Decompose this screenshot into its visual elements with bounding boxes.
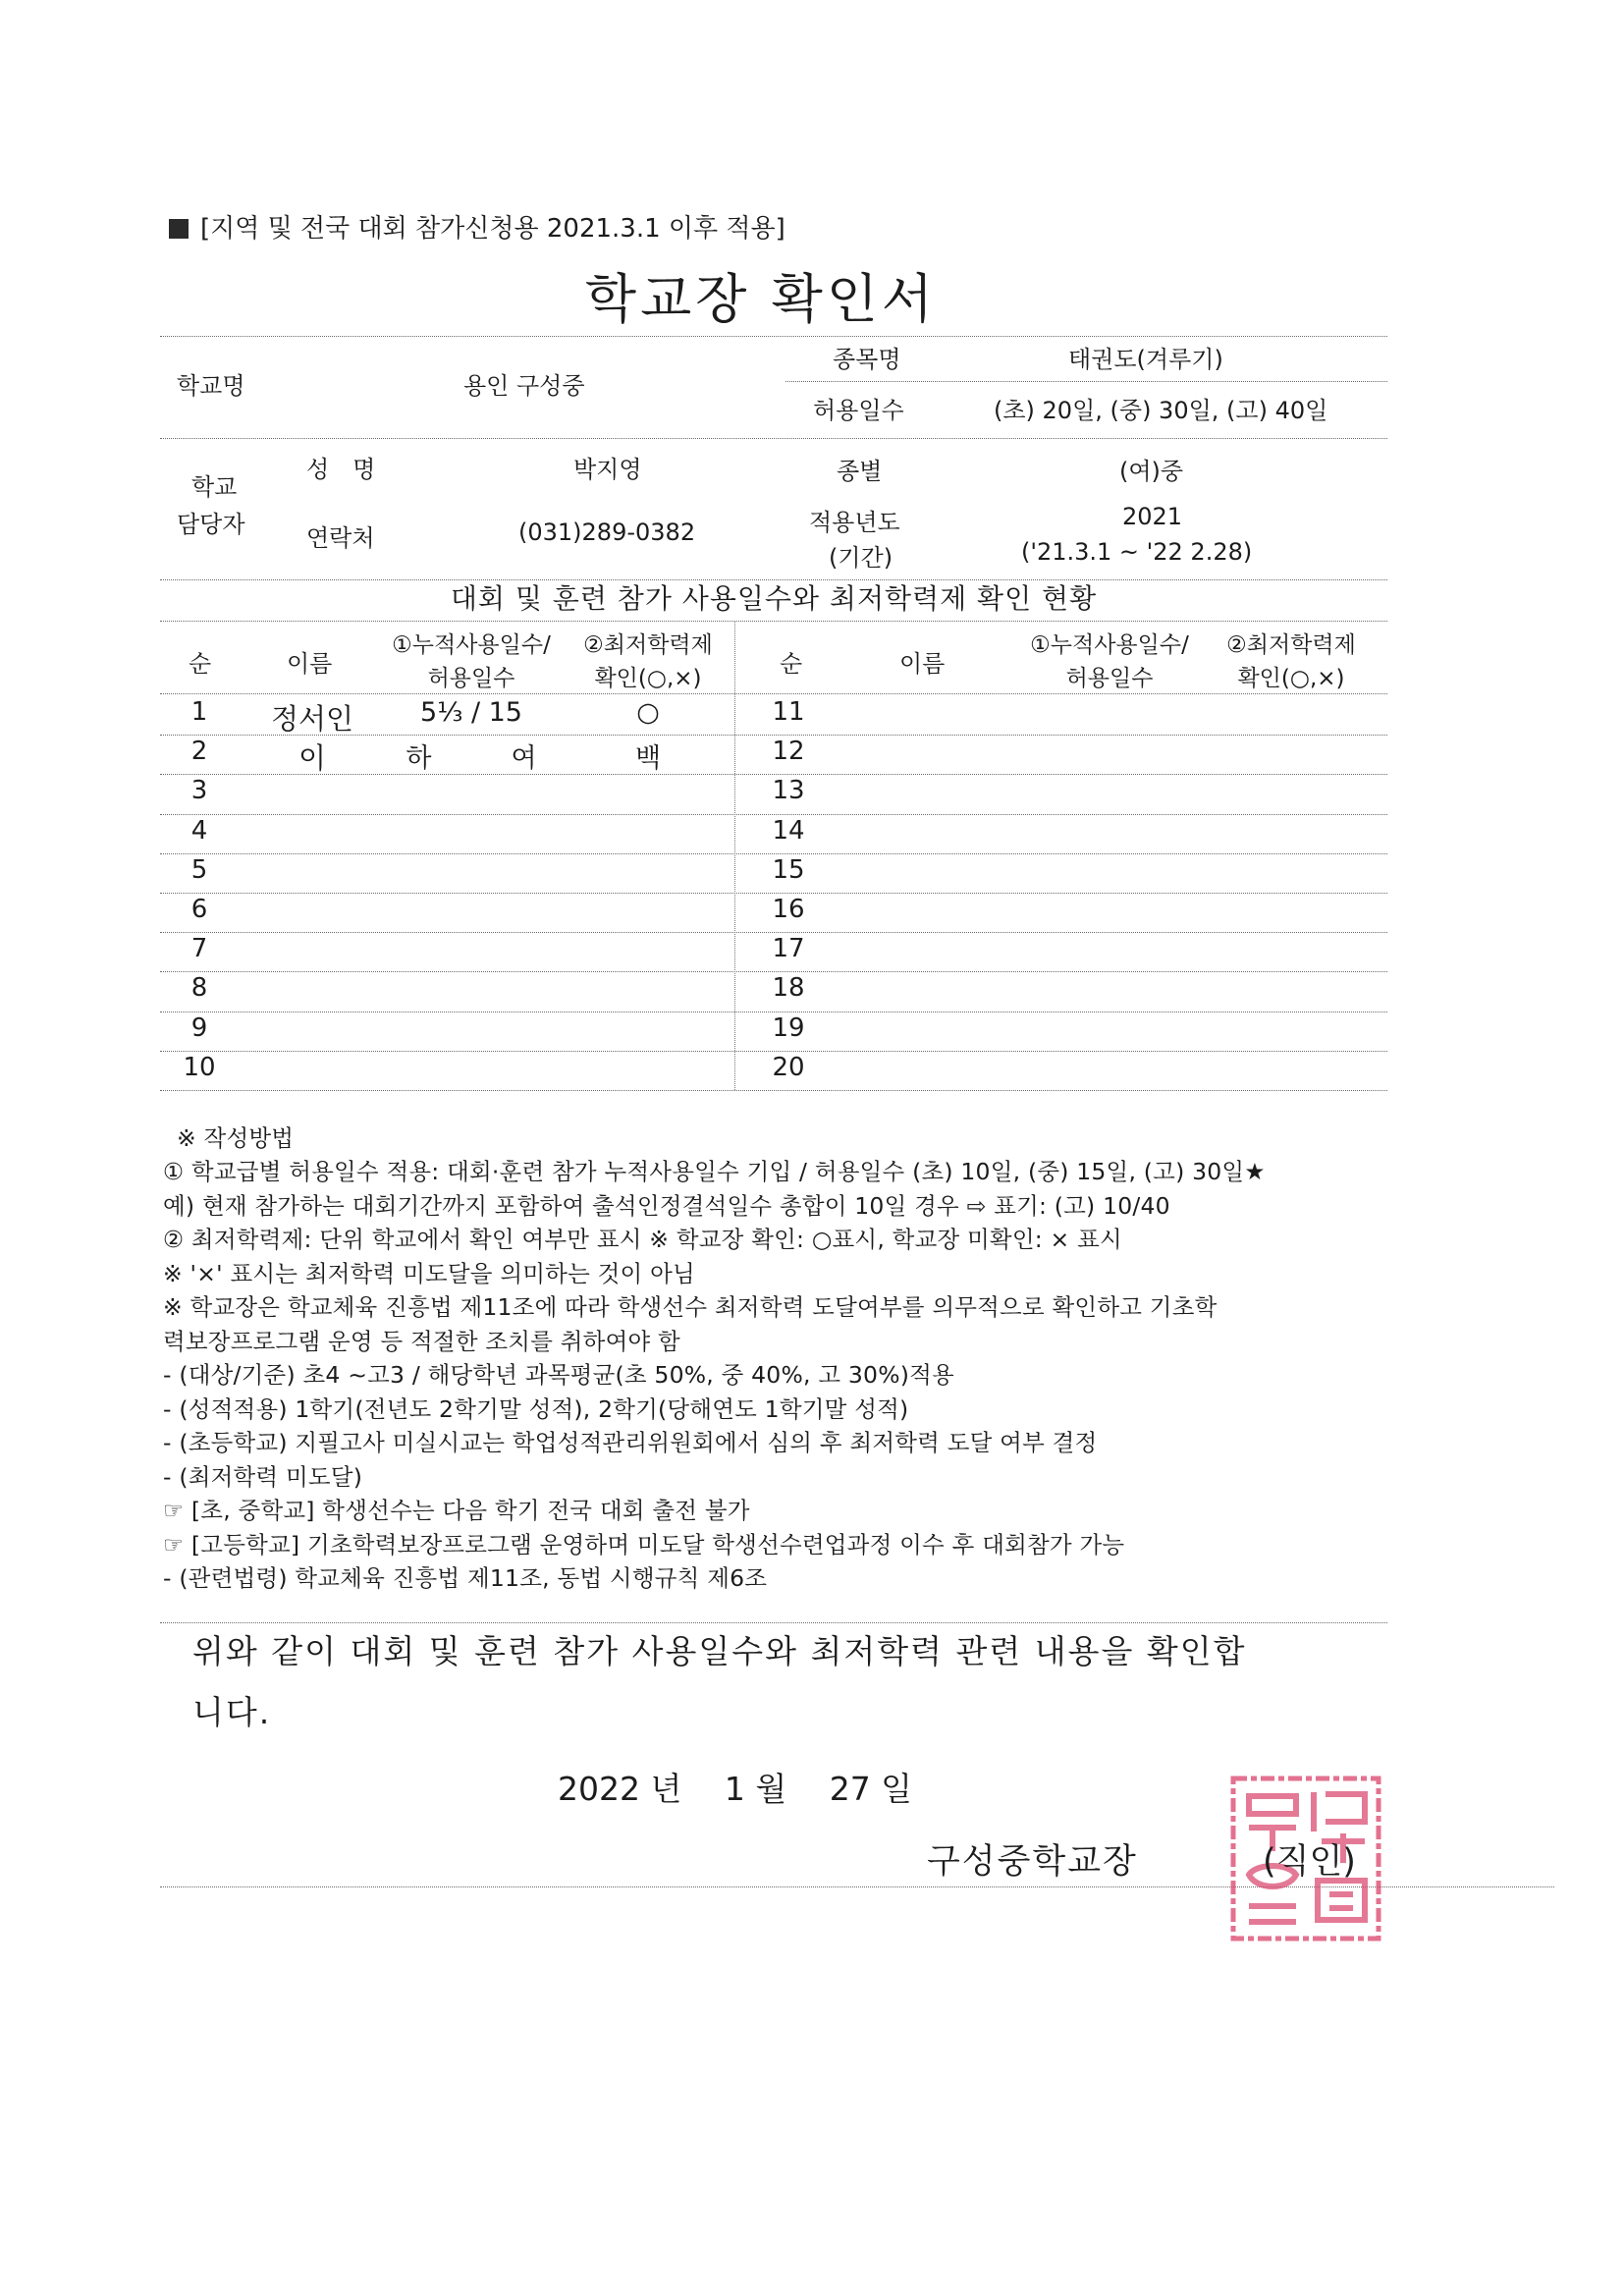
- row-number: 11: [772, 697, 805, 727]
- header-min-left-1: ②최저학력제: [583, 632, 713, 658]
- divider: [160, 336, 1387, 337]
- header-days-right-2: 허용일수: [1065, 666, 1154, 691]
- confirmation-line-2: 니다.: [192, 1693, 272, 1731]
- allowed-days-value: (초) 20일, (중) 30일, (고) 40일: [994, 397, 1328, 424]
- status-table-title: 대회 및 훈련 참가 사용일수와 최저학력제 확인 현황: [450, 582, 1098, 615]
- header-min-left-2: 확인(○,×): [594, 666, 702, 691]
- school-name-label: 학교명: [177, 372, 245, 400]
- header-name-right: 이름: [899, 650, 946, 678]
- row-number: 13: [772, 776, 805, 806]
- note-line: - (성적적용) 1학기(전년도 2학기말 성적), 2학기(당해연도 1학기말 성적): [163, 1394, 909, 1423]
- row-number: 14: [772, 815, 805, 846]
- row-min: ○: [636, 697, 660, 728]
- manager-label-1: 학교: [191, 473, 238, 501]
- allowed-days-label: 허용일수: [813, 397, 904, 424]
- row-number: 18: [772, 973, 805, 1004]
- category-value: (여)중: [1119, 458, 1184, 485]
- year-value-1: 2021: [1122, 503, 1183, 530]
- row-number: 17: [772, 934, 805, 964]
- category-label: 종별: [837, 458, 883, 485]
- note-line: ② 최저학력제: 단위 학교에서 확인 여부만 표시 ※ 학교장 확인: ○표시, 학교장 미확인: × 표시: [163, 1226, 1122, 1253]
- header-days-left-1: ①누적사용일수/: [392, 632, 551, 658]
- row-name: 정서인: [270, 702, 354, 736]
- note-line: 력보장프로그램 운영 등 적절한 조치를 취하여야 함: [163, 1327, 680, 1355]
- row-number: 9: [190, 1012, 208, 1043]
- row-number: 20: [772, 1052, 805, 1082]
- row-number: 15: [772, 854, 805, 885]
- contact-label: 연락처: [306, 524, 375, 552]
- row-number: 5: [190, 854, 208, 885]
- row-number: 2: [190, 737, 208, 767]
- note-line: ※ '×' 표시는 최저학력 미도달을 의미하는 것이 아님: [163, 1259, 695, 1287]
- header-days-left-2: 허용일수: [427, 666, 515, 691]
- note-line: ☞ [초, 중학교] 학생선수는 다음 학기 전국 대회 출전 불가: [163, 1497, 750, 1524]
- note-line: ☞ [고등학교] 기초학력보장프로그램 운영하며 미도달 학생선수련업과정 이수 후 대회참가 가능: [163, 1530, 1125, 1558]
- row-number: 7: [190, 934, 208, 964]
- row-number: 8: [190, 973, 208, 1004]
- header-no-left: 순: [189, 650, 212, 678]
- row-divider: [160, 814, 1387, 815]
- row-name: 이: [298, 741, 326, 776]
- row-divider: [160, 735, 1387, 736]
- row-divider: [160, 932, 1387, 933]
- divider: [160, 1622, 1387, 1623]
- confirmation-date: 2022 년 1 월 27 일: [558, 1770, 913, 1808]
- name-value: 박지영: [573, 456, 642, 483]
- row-number: 16: [772, 895, 805, 924]
- note-line: - (관련법령) 학교체육 진흥법 제11조, 동법 시행규칙 제6조: [163, 1564, 768, 1592]
- square-bullet-icon: [169, 219, 189, 239]
- form-label: [169, 208, 785, 245]
- name-label: 성 명: [306, 456, 376, 483]
- note-line: - (대상/기준) 초4 ~고3 / 해당학년 과목평균(초 50%, 중 40%, 고 30%)적용: [163, 1361, 954, 1389]
- page-title: 학교장 확인서: [584, 268, 938, 330]
- row-number: 4: [190, 815, 208, 846]
- divider: [160, 621, 1387, 622]
- row-number: 10: [183, 1052, 216, 1082]
- divider: [160, 693, 1387, 694]
- row-days: 하 여: [406, 743, 537, 775]
- year-label-2: (기간): [829, 544, 893, 572]
- contact-value: (031)289-0382: [518, 519, 696, 546]
- note-line: ※ 학교장은 학교체육 진흥법 제11조에 따라 학생선수 최저학력 도달여부를 의무적으로 확인하고 기초학: [163, 1293, 1218, 1321]
- row-number: 1: [190, 697, 208, 727]
- notes-heading: ※ 작성방법: [177, 1124, 295, 1152]
- divider: [785, 381, 1387, 382]
- row-divider: [160, 1011, 1387, 1012]
- row-number: 3: [190, 776, 208, 806]
- row-divider: [160, 893, 1387, 894]
- header-no-right: 순: [780, 650, 803, 678]
- year-label-1: 적용년도: [809, 509, 900, 536]
- sport-value: 태권도(겨루기): [1068, 346, 1223, 373]
- manager-label-2: 담당자: [177, 511, 245, 538]
- row-divider: [160, 853, 1387, 854]
- header-days-right-1: ①누적사용일수/: [1030, 632, 1189, 658]
- year-value-2: ('21.3.1 ~ '22 2.28): [1021, 538, 1253, 566]
- note-line: - (최저학력 미도달): [163, 1462, 363, 1491]
- signer-name: 구성중학교장: [927, 1842, 1138, 1882]
- row-divider: [160, 774, 1387, 775]
- sport-label: 종목명: [833, 346, 901, 373]
- note-line: ① 학교급별 허용일수 적용: 대회·훈련 참가 누적사용일수 기입 / 허용일수 (초) 10일, (중) 15일, (고) 30일★: [163, 1158, 1266, 1185]
- row-number: 19: [772, 1012, 805, 1043]
- row-number: 6: [190, 895, 208, 924]
- row-divider: [160, 1090, 1387, 1091]
- header-name-left: 이름: [287, 650, 333, 678]
- row-min: 백: [634, 743, 662, 775]
- header-min-right-2: 확인(○,×): [1237, 666, 1345, 691]
- seal-label: (직인): [1263, 1842, 1356, 1882]
- divider: [160, 438, 1387, 439]
- confirmation-line-1: 위와 같이 대회 및 훈련 참가 사용일수와 최저학력 관련 내용을 확인합: [192, 1632, 1247, 1670]
- row-number: 12: [772, 737, 805, 767]
- school-name-value: 용인 구성중: [463, 372, 585, 400]
- note-line: - (초등학교) 지필고사 미실시교는 학업성적관리위원회에서 심의 후 최저학력 도달 여부 결정: [163, 1429, 1098, 1456]
- row-divider: [160, 971, 1387, 972]
- row-days: 5⅓ / 15: [420, 697, 522, 728]
- header-min-right-1: ②최저학력제: [1226, 632, 1356, 658]
- note-line: 예) 현재 참가하는 대회기간까지 포함하여 출석인정결석일수 총합이 10일 경우 ⇨ 표기: (고) 10/40: [163, 1191, 1170, 1220]
- form-label-text: [지역 및 전국 대회 참가신청용 2021.3.1 이후 적용]: [200, 214, 785, 244]
- row-divider: [160, 1051, 1387, 1052]
